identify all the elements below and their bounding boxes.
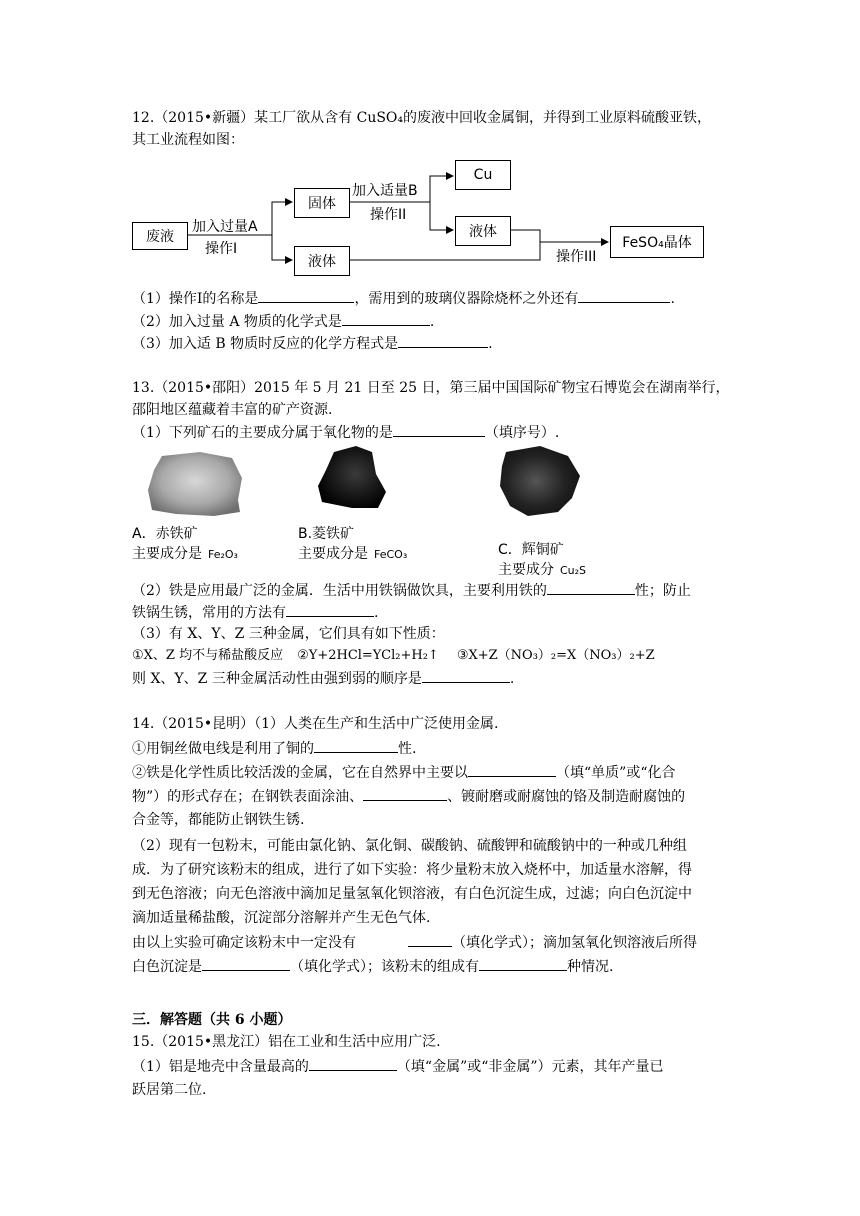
ore-b-comp-label: 主要成分是	[298, 546, 368, 562]
q14-a3a: 物”）的形式存在；在钢铁表面涂油、	[132, 789, 364, 805]
ore-a-formula: Fe₂O₃	[208, 548, 238, 561]
answer-blank[interactable]	[342, 311, 430, 326]
ore-c-image	[500, 446, 580, 516]
answer-blank[interactable]	[202, 956, 290, 971]
q13-s2b: 性；防止	[634, 583, 691, 599]
q14-a4: 合金等，都能防止钢铁生锈.	[132, 812, 305, 828]
ore-c-formula: Cu₂S	[560, 564, 587, 577]
ore-c-comp-label: 主要成分	[498, 562, 554, 578]
q15-line1: 15.（2015•黑龙江）铝在工业和生活中应用广泛.	[132, 1034, 441, 1050]
q13-properties	[132, 646, 655, 666]
property-1: ①X、Z 均不与稀盐酸反应	[132, 648, 284, 663]
q12-line2: 其工业流程如图：	[132, 132, 244, 148]
ore-a-name: A．赤铁矿	[132, 526, 198, 542]
ore-a-comp-label: 主要成分是	[132, 546, 202, 562]
q13-line2: 邵阳地区蕴藏着丰富的矿产资源.	[132, 402, 333, 418]
q13-s2c: 铁锅生锈，常用的方法有	[132, 605, 286, 621]
period: .	[488, 336, 493, 352]
flow-label-op1: 操作I	[205, 241, 238, 257]
q14-b5a: 由以上实验可确定该粉末中一定没有	[132, 935, 356, 951]
flow-label-add-b: 加入适量B	[352, 183, 418, 199]
q13-sub3b	[132, 668, 514, 689]
property-2: ②Y+2HCl=YCl₂+H₂↑	[297, 648, 439, 663]
q14-a3	[132, 786, 685, 807]
period: .	[429, 314, 435, 330]
q13-sub2b	[132, 602, 378, 623]
flow-label-op3: 操作III	[556, 249, 597, 265]
q14-b6	[132, 956, 613, 977]
q14-b5b: （填化学式）；滴加氢氧化钡溶液后所得	[452, 935, 697, 951]
q12-s1b: ，需用到的玻璃仪器除烧杯之外还有	[354, 291, 579, 307]
q12-s3a: （3）加入适 B 物质时反应的化学方程式是	[132, 336, 399, 352]
answer-blank[interactable]	[258, 288, 354, 303]
q14-b6b: （填化学式）；该粉末的组成有	[290, 959, 479, 975]
q14-line1: 14.（2015•昆明）（1）人类在生产和生活中广泛使用金属.	[132, 716, 499, 732]
q14-b6a: 白色沉淀是	[132, 959, 202, 975]
flow-label-add-a: 加入过量A	[192, 219, 258, 235]
answer-blank[interactable]	[363, 786, 447, 801]
q14-b5	[132, 932, 697, 953]
answer-blank[interactable]	[398, 333, 488, 348]
q15-s1b: （填“金属”或“非金属”）元素，其年产量已	[396, 1059, 664, 1075]
q13-s2a: （2）铁是应用最广泛的金属．生活中用铁锅做饮具，主要利用铁的	[132, 583, 547, 599]
q14-a1	[132, 738, 416, 759]
period: .	[670, 291, 675, 307]
q12-sub3	[132, 333, 493, 354]
answer-blank[interactable]	[578, 288, 670, 303]
q14-a1b: 性.	[398, 741, 417, 757]
q12-sub2	[132, 311, 434, 332]
ore-b-formula: FeCO₃	[374, 548, 408, 561]
q15-sub1	[132, 1056, 664, 1077]
q13-line1: 13.（2015•邵阳）2015 年 5 月 21 日至 25 日，第三届中国国际矿物宝石博览会在湖南举行，	[132, 380, 730, 396]
answer-blank[interactable]	[286, 602, 374, 617]
q12-s1a: （1）操作Ⅰ的名称是	[132, 291, 259, 307]
answer-blank[interactable]	[393, 422, 485, 437]
flow-box-product: FeSO₄晶体	[610, 226, 704, 258]
q13-sub3: （3）有 X、Y、Z 三种金属，它们具有如下性质：	[132, 626, 445, 642]
answer-blank[interactable]	[309, 1056, 397, 1071]
q14-b4: 滴加适量稀盐酸，沉淀部分溶解并产生无色气体.	[132, 910, 431, 926]
q13-s1b: （填序号）.	[484, 425, 560, 441]
ore-a-composition	[132, 544, 238, 565]
answer-blank[interactable]	[422, 668, 510, 683]
q14-b3: 到无色溶液；向无色溶液中滴加足量氢氧化钡溶液，有白色沉淀生成，过滤；向白色沉淀中	[132, 886, 692, 902]
period: .	[374, 605, 379, 621]
q14-b1: （2）现有一包粉末，可能由氯化钠、氯化铜、碳酸钠、硫酸钾和硫酸钠中的一种或几种组	[132, 838, 687, 854]
ore-a-image	[148, 452, 242, 516]
q12-s2a: （2）加入过量 A 物质的化学式是	[132, 314, 342, 330]
flow-box-liquid1: 液体	[294, 246, 350, 276]
flow-box-liquid2: 液体	[455, 216, 511, 246]
q13-s3ba: 则 X、Y、Z 三种金属活动性由强到弱的顺序是	[132, 671, 422, 687]
q14-a2b: （填“单质”或“化合	[556, 765, 676, 781]
answer-blank[interactable]	[468, 762, 556, 777]
q14-b6c: 种情况.	[567, 959, 614, 975]
q14-a3b: 、镀耐磨或耐腐蚀的铬及制造耐腐蚀的	[447, 789, 686, 805]
q12-line1: 12.（2015•新疆）某工厂欲从含有 CuSO₄的废液中回收金属铜，并得到工业原料硫酸亚铁，	[132, 110, 712, 126]
answer-blank[interactable]	[314, 738, 398, 753]
ore-c-name: C．辉铜矿	[498, 542, 564, 558]
answer-blank[interactable]	[547, 580, 635, 595]
flow-box-solid: 固体	[294, 188, 350, 218]
flow-box-cu: Cu	[455, 160, 511, 190]
q13-sub1	[132, 422, 559, 443]
property-3: ③X+Z（NO₃）₂=X（NO₃）₂+Z	[456, 648, 655, 663]
ore-b-image	[318, 446, 386, 508]
q12-sub1	[132, 288, 675, 309]
q14-a1a: ①用铜丝做电线是利用了铜的	[132, 741, 314, 757]
flow-label-op2: 操作II	[370, 207, 407, 223]
q14-a2a: ②铁是化学性质比较活泼的金属，它在自然界中主要以	[132, 765, 468, 781]
answer-blank[interactable]	[479, 956, 567, 971]
ore-b-name: B.菱铁矿	[298, 526, 355, 542]
q14-a2	[132, 762, 675, 783]
q13-s1a: （1）下列矿石的主要成分属于氧化物的是	[132, 425, 393, 441]
ore-c-composition	[498, 560, 586, 581]
flow-box-waste: 废液	[132, 222, 188, 250]
q15-sub1b: 跃居第二位.	[132, 1082, 207, 1098]
q13-sub2	[132, 580, 691, 601]
period: .	[509, 671, 515, 687]
q15-s1a: （1）铝是地壳中含量最高的	[132, 1059, 309, 1075]
section-heading: 三．解答题（共 6 小题）	[132, 1012, 292, 1028]
q14-b2: 成．为了研究该粉末的组成，进行了如下实验：将少量粉末放入烧杯中，加适量水溶解，得	[132, 862, 692, 878]
ore-b-composition	[298, 544, 407, 565]
answer-blank[interactable]	[408, 932, 452, 947]
